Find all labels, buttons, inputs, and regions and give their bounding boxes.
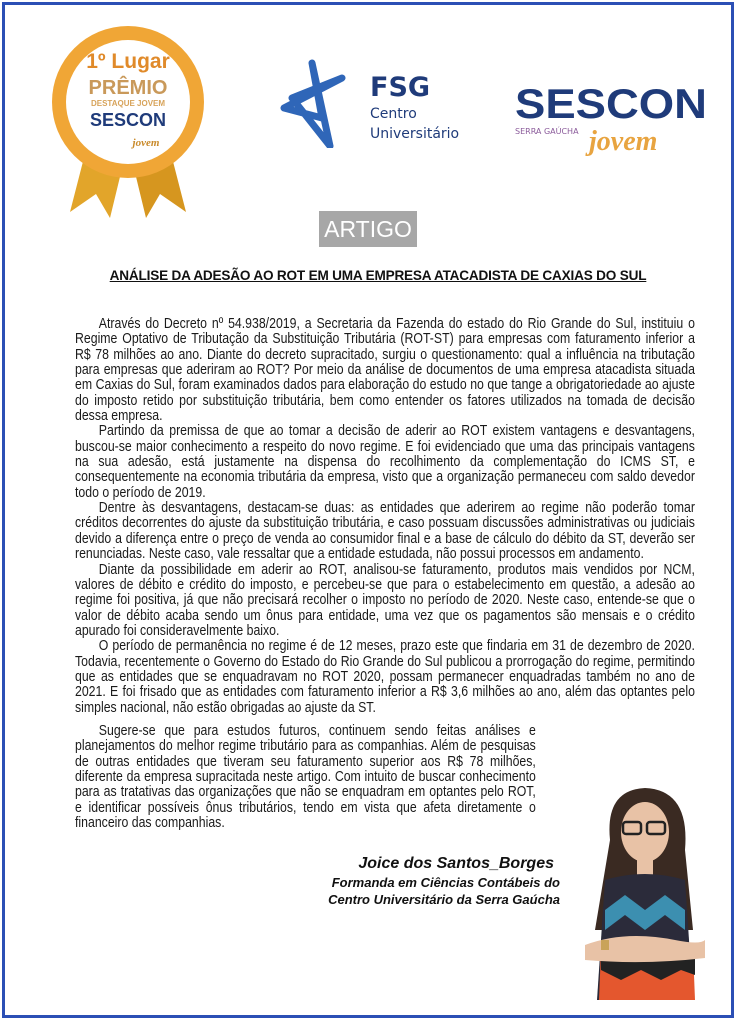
svg-text:PRÊMIO: PRÊMIO: [88, 77, 168, 99]
author-name: Joice dos Santos_Borges: [358, 855, 554, 873]
paragraph: Através do Decreto nº 54.938/2019, a Secretaria da Fazenda do estado do Rio Grande do Sul, instituiu o Regime Optativo de Tributação da Substituição Tributária (ROT-ST) para empresas com faturamento inferior a R$ 78 milhões ao ano. Diante do decreto supracitado, surgiu o questionamento: qual a influência na tributação para empresas que aderiram ao ROT? Por meio da análise de documentos de uma empresa atacadista situada em Caxias do Sul, foram examinados dados para elaboração do estudo no que tange a obrigatoriedade ao ajuste do imposto retido por substituição tributária, bem como entender os fatores utilizados na tomada de decisão dessa empresa.: [75, 315, 695, 425]
svg-text:DESTAQUE JOVEM: DESTAQUE JOVEM: [90, 99, 166, 108]
paragraph: Diante da possibilidade em aderir ao ROT, analisou-se faturamento, produtos mais vendidos por NCM, valores de débito e crédito do imposto, e percebeu-se que para o estabelecimento em questão, a adesão ao regime foi positiva, já que não precisará recolher o imposto no período de 2020. Neste caso, entende-se que o valor de débito acaba sendo um ônus para entidade, uma vez que os pagamentos são mensais e o crédito apurado foi consideravelmente baixo.: [75, 560, 695, 639]
author-institution: Centro Universitário da Serra Gaúcha: [328, 892, 560, 908]
article-title: ANÁLISE DA ADESÃO AO ROT EM UMA EMPRESA ATACADISTA DE CAXIAS DO SUL: [109, 268, 647, 283]
svg-text:Centro: Centro: [370, 106, 417, 122]
sescon-jovem-logo: [515, 78, 715, 158]
award-medal-logo: [48, 22, 208, 222]
svg-text:SERRA GAÚCHA: SERRA GAÚCHA: [515, 127, 579, 136]
svg-text:jovem: jovem: [589, 126, 658, 157]
paragraph: Dentre às desvantagens, destacam-se duas: as entidades que aderirem ao regime não poderão tomar créditos decorrentes do ajuste da substituição tributária, e caso possuam discussões administrativas ou judiciais devido a diferença entre o preço de venda ao consumidor final e a base de cálculo do débito da ST, deverão ser renunciadas. Neste caso, vale ressaltar que a entidade estudada, não possui processos em andamento.: [75, 499, 695, 563]
author-role: Formanda em Ciências Contábeis do: [331, 875, 560, 891]
svg-text:1º Lugar: 1º Lugar: [86, 50, 170, 73]
svg-text:Universitário: Universitário: [370, 126, 460, 142]
section-label: ARTIGO: [319, 211, 417, 247]
fsg-logo: [272, 58, 492, 148]
author-signature: [0, 854, 560, 908]
article-body: [75, 316, 695, 830]
svg-text:SESCON: SESCON: [89, 110, 167, 130]
svg-text:FSG: FSG: [370, 72, 431, 103]
author-photo: [565, 780, 715, 1000]
paragraph: Sugere-se que para estudos futuros, continuem sendo feitas análises e planejamentos do melhor regime tributário para as companhias. Além de pesquisas de outras entidades que tiveram seu faturamento superior aos R$ 78 milhões, diferente da empresa supracitada neste artigo. Com intuito de buscar conhecimento para as tratativas das organizações que não se enquadram em optantes pelo ROT, e identificar possíveis ônus tributários, tendo em vista que afeta diretamente o financeiro das companhias.: [75, 721, 536, 831]
svg-text:SESCON: SESCON: [515, 80, 707, 127]
paragraph: Partindo da premissa de que ao tomar a decisão de aderir ao ROT existem vantagens e desvantagens, buscou-se maior conhecimento a respeito do novo regime. E foi evidenciado que uma das principais vantagens na sua adesão, está justamente na dispensa do recolhimento da complementação do ICMS ST, e consequentemente na economia tributária da empresa, visto que a organização permaneceu com saldo devedor todo o período de 2019.: [75, 422, 695, 501]
svg-text:jovem: jovem: [132, 137, 160, 149]
paragraph: O período de permanência no regime é de 12 meses, prazo este que findaria em 31 de dezembro de 2020. Todavia, recentemente o Governo do Estado do Rio Grande do Sul publicou a prorrogação do regime, permitindo que as entidades que se enquadravam no ROT 2020, possam permanecer enquadradas também no ano de 2021. E foi frisado que as entidades com faturamento inferior a R$ 3,6 milhões ao ano, além das optantes pelo simples nacional, não estão obrigadas ao ajuste da ST.: [75, 637, 695, 716]
